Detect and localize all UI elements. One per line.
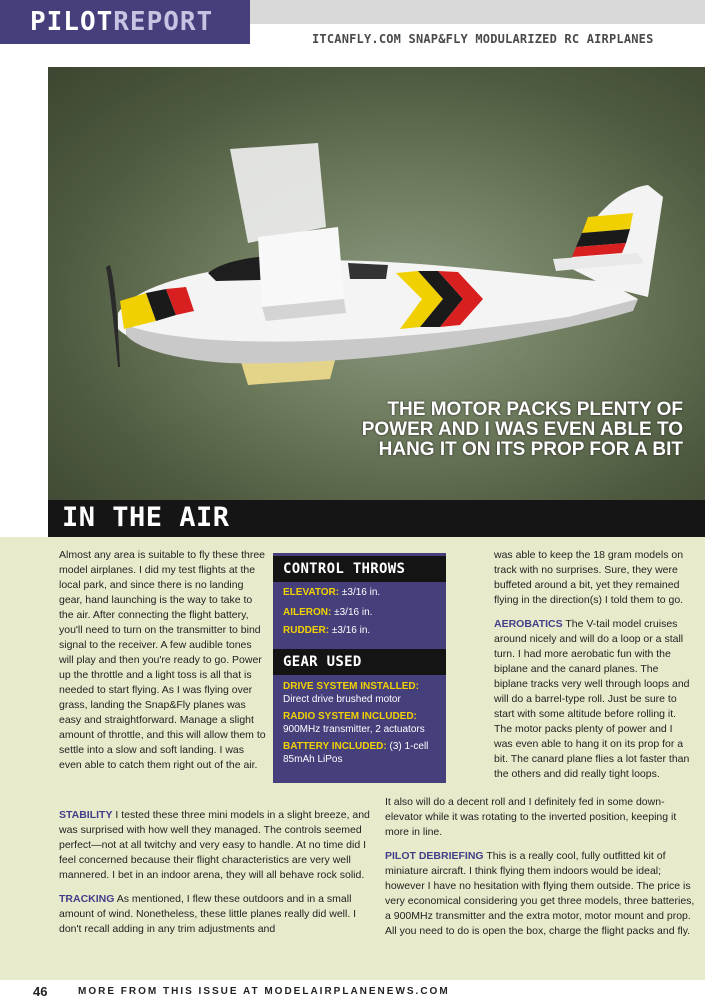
footer-link-text[interactable]: MORE FROM THIS ISSUE AT MODELAIRPLANENEWS.COM [78,986,450,997]
airplane-photo [48,67,705,500]
tracking-heading: TRACKING [59,893,115,905]
spec-rudder [283,624,370,637]
page-margin [0,67,48,537]
spec-battery-value: (3) 1-cell 85mAh LiPos [283,741,429,765]
spec-radio-value: 900MHz transmitter, 2 actuators [283,724,425,735]
left-column [59,548,267,782]
spec-drive [283,680,443,706]
section-title: IN THE AIR [62,502,230,533]
spec-aileron [283,606,372,619]
gear-used-title: GEAR USED [273,649,446,675]
aerobatics-text: The V-tail model cruises around nicely and will do a loop or a stall turn. I had more aerobatic fun with the biplane and the canard planes. The biplane tracks very well through loops and will do a barrel-type roll. Just be sure to start with some altitude before rolling it. The motor packs plenty of power and I was even able to hang it on its prop for a bit. The canard plane flies a lot faster than the others and did really tight loops. [494,618,690,780]
right-column [494,548,694,791]
stability-paragraph [59,808,372,883]
spec-rudder-label: RUDDER: [283,625,330,636]
spec-aileron-label: AILERON: [283,607,332,618]
spec-drive-value: Direct drive brushed motor [283,694,401,705]
spec-drive-label: DRIVE SYSTEM INSTALLED: [283,681,419,692]
spec-battery [283,740,441,766]
header-subtitle: ITCANFLY.COM SNAP&FLY MODULARIZED RC AIRPLANES [312,32,654,46]
header-report: REPORT [113,7,214,37]
page-number: 46 [33,984,48,999]
right-lower-column [385,795,695,948]
spec-rudder-value: ±3/16 in. [331,625,371,636]
spec-radio [283,710,443,736]
tracking-text: As mentioned, I flew these outdoors and in a small amount of wind. Nonetheless, these little planes really did well. I don't recall adding in any trim adjustments and [59,893,357,935]
spec-aileron-value: ±3/16 in. [334,607,373,618]
spec-elevator-label: ELEVATOR: [283,587,340,598]
left-lower-column [59,808,372,946]
spec-radio-label: RADIO SYSTEM INCLUDED: [283,711,417,722]
specs-sidebar [273,553,446,783]
continuation-paragraph: It also will do a decent roll and I definitely fed in some down-elevator while it was rotating to the inverted position, keeping it more in line. [385,796,677,838]
debriefing-paragraph [385,849,695,939]
spec-elevator-value: ±3/16 in. [341,587,381,598]
header-tab [0,0,250,44]
intro-paragraph: Almost any area is suitable to fly these three model airplanes. I did my test flights at the local park, and since there is no landing gear, hand launching is the way to take to the air. After connecting the flight battery, you'll need to turn on the transmitter to bind signal to the receiver. A few audible tones will play and then you're ready to go. Power up the throttle and a light toss is all that is needed to start flying. As I was flying over grass, landing the Snap&Fly planes was easy and straightforward. Manage a slight amount of throttle, and this will allow them to settle into a slow and soft landing. I was even able to catch them right out of the air. [59,549,266,771]
stability-text: I tested these three mini models in a slight breeze, and was surprised with how well they managed. The controls seemed perfect—not at all twitchy and very easy to handle. At no time did I feel concerned because their flight characteristics are very well mannered. I bet in an indoor arena, they will all behave rock solid. [59,809,370,881]
header-pilot: PILOT [30,7,114,37]
header-title [30,7,213,37]
control-throws-title: CONTROL THROWS [273,556,446,582]
tracking-paragraph [59,892,372,937]
pull-quote: THE MOTOR PACKS PLENTY OF POWER AND I WAS EVEN ABLE TO HANG IT ON ITS PROP FOR A BIT [361,399,683,460]
debriefing-heading: PILOT DEBRIEFING [385,850,484,862]
debriefing-text: This is a really cool, fully outfitted kit of miniature aircraft. I think flying them indoors would be ideal; however I have no hesitation with flying them outside. The price is very economical considering you get three models, three batteries, a 900MHz transmitter and the extra motor, motor mount and prop. All you need to do is open the box, charge the flight packs and fly. [385,850,695,937]
spec-elevator [283,586,380,599]
right-intro-paragraph: was able to keep the 18 gram models on track with no surprises. Sure, they were buffeted around a bit, yet they remained flying in the direction(s) I told them to go. [494,549,684,606]
aerobatics-heading: AEROBATICS [494,618,563,630]
stability-heading: STABILITY [59,809,113,821]
spec-battery-label: BATTERY INCLUDED: [283,741,387,752]
aerobatics-paragraph [494,617,694,782]
header-bar [250,0,705,24]
